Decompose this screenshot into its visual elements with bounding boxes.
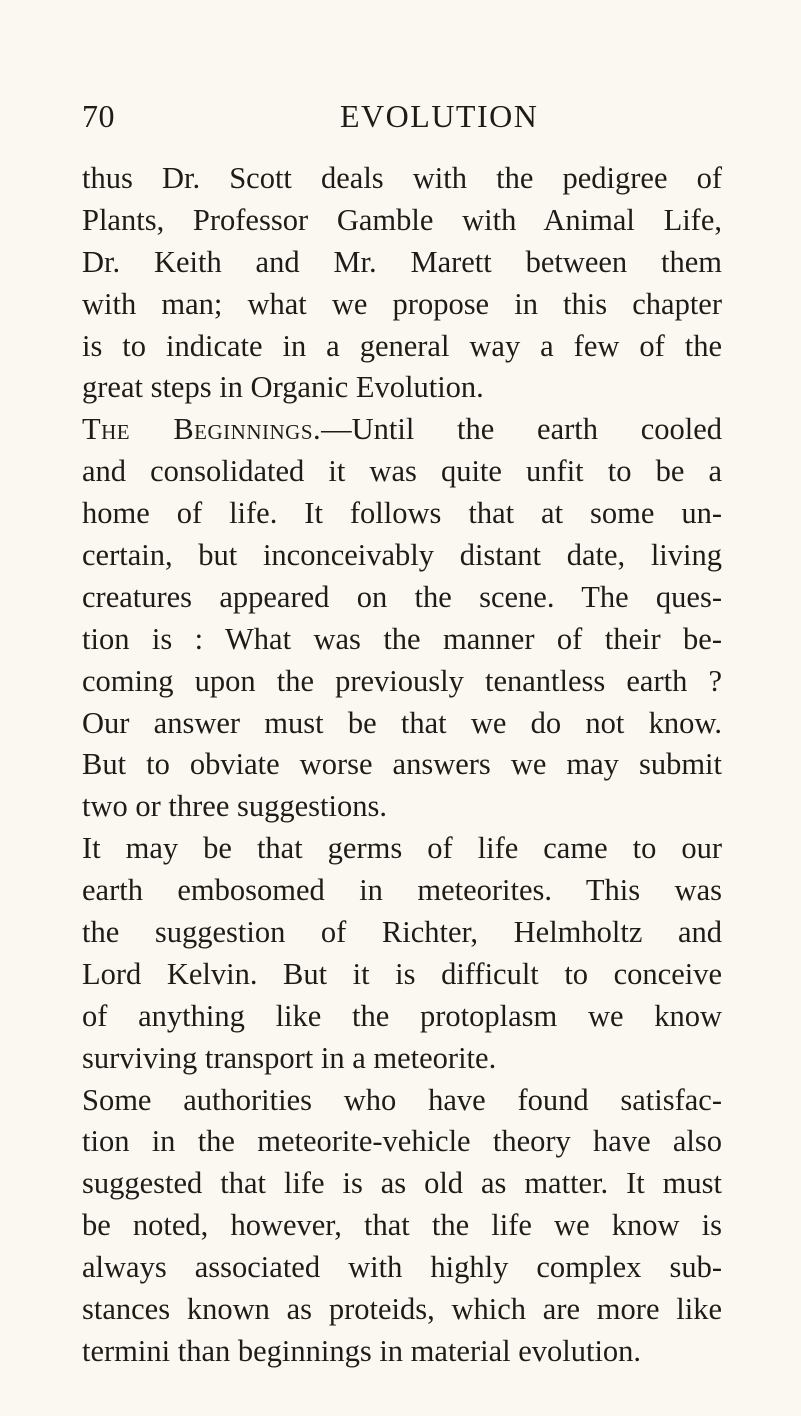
- text-line: Dr. Keith and Mr. Marett between them: [82, 244, 722, 279]
- text-line: Our answer must be that we do not know.: [82, 705, 722, 740]
- text-line: Lord Kelvin. But it is difficult to conceive: [82, 956, 722, 991]
- text-line: thus Dr. Scott deals with the pedigree of: [82, 161, 722, 195]
- text-line: But to obviate worse answers we may submit: [82, 747, 722, 782]
- text-line: be noted, however, that the life we know is: [82, 1208, 722, 1243]
- text-line: great steps in Organic Evolution.: [82, 370, 484, 405]
- text-line: [82, 409, 722, 451]
- running-head: EVOLUTION: [340, 98, 539, 134]
- text-line: earth embosomed in meteorites. This was: [82, 873, 722, 908]
- text-line: two or three suggestions.: [82, 789, 387, 824]
- body-text: [82, 158, 722, 1373]
- text-line: and consolidated it was quite unfit to be a: [82, 454, 722, 489]
- text-line: tion in the meteorite-vehicle theory have also: [82, 1124, 722, 1159]
- page-header: [82, 98, 722, 142]
- text-line: surviving transport in a meteorite.: [82, 1040, 497, 1075]
- text-line: creatures appeared on the scene. The ques-: [82, 579, 722, 614]
- text-line: suggested that life is as old as matter. It must: [82, 1166, 722, 1201]
- text-line: termini than beginnings in material evolution.: [82, 1333, 642, 1368]
- text-line: stances known as proteids, which are more like: [82, 1292, 722, 1327]
- text-line: Some authorities who have found satisfac-: [82, 1082, 722, 1117]
- text-line: the suggestion of Richter, Helmholtz and: [82, 915, 722, 950]
- text-line: certain, but inconceivably distant date, living: [82, 538, 722, 573]
- text-line: tion is : What was the manner of their be-: [82, 621, 722, 656]
- text-line: home of life. It follows that at some un-: [82, 496, 722, 531]
- text-line-continuation: —Until the earth cooled: [321, 412, 722, 447]
- text-line: of anything like the protoplasm we know: [82, 998, 722, 1033]
- text-line: is to indicate in a general way a few of the: [82, 328, 722, 363]
- text-line: It may be that germs of life came to our: [82, 831, 722, 866]
- text-line: Plants, Professor Gamble with Animal Life,: [82, 202, 722, 237]
- section-heading: The Beginnings.: [82, 412, 322, 447]
- text-line: with man; what we propose in this chapter: [82, 286, 722, 321]
- text-line: coming upon the previously tenantless earth ?: [82, 663, 722, 698]
- page-number: 70: [82, 98, 115, 134]
- text-line: always associated with highly complex sub-: [82, 1250, 722, 1285]
